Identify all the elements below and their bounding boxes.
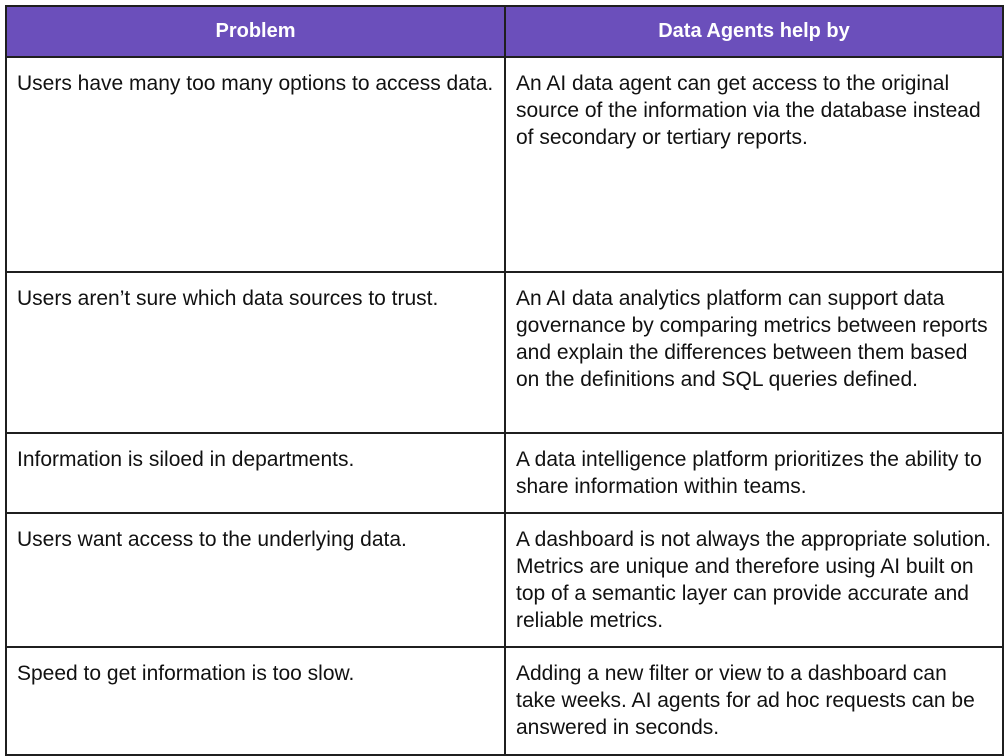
problem-cell: Information is siloed in departments. [6, 433, 505, 513]
header-data-agents-help-by: Data Agents help by [505, 6, 1003, 57]
table-row [6, 433, 1003, 513]
table-row [6, 647, 1003, 755]
comparison-table-container [5, 5, 1004, 756]
table-header-row [6, 6, 1003, 57]
solution-cell: Adding a new filter or view to a dashboard can take weeks. AI agents for ad hoc requests can be answered in seconds. [505, 647, 1003, 755]
solution-cell: An AI data agent can get access to the original source of the information via the database instead of secondary or tertiary reports. [505, 57, 1003, 272]
table-row [6, 513, 1003, 647]
problem-cell: Users want access to the underlying data. [6, 513, 505, 647]
problem-cell: Users have many too many options to access data. [6, 57, 505, 272]
table-row [6, 57, 1003, 272]
problem-solution-table [5, 5, 1004, 756]
solution-cell: An AI data analytics platform can support data governance by comparing metrics between reports and explain the differences between them based on the definitions and SQL queries defined. [505, 272, 1003, 433]
problem-cell: Users aren’t sure which data sources to trust. [6, 272, 505, 433]
solution-cell: A dashboard is not always the appropriate solution. Metrics are unique and therefore using AI built on top of a semantic layer can provide accurate and reliable metrics. [505, 513, 1003, 647]
table-row [6, 272, 1003, 433]
solution-cell: A data intelligence platform prioritizes the ability to share information within teams. [505, 433, 1003, 513]
header-problem: Problem [6, 6, 505, 57]
problem-cell: Speed to get information is too slow. [6, 647, 505, 755]
